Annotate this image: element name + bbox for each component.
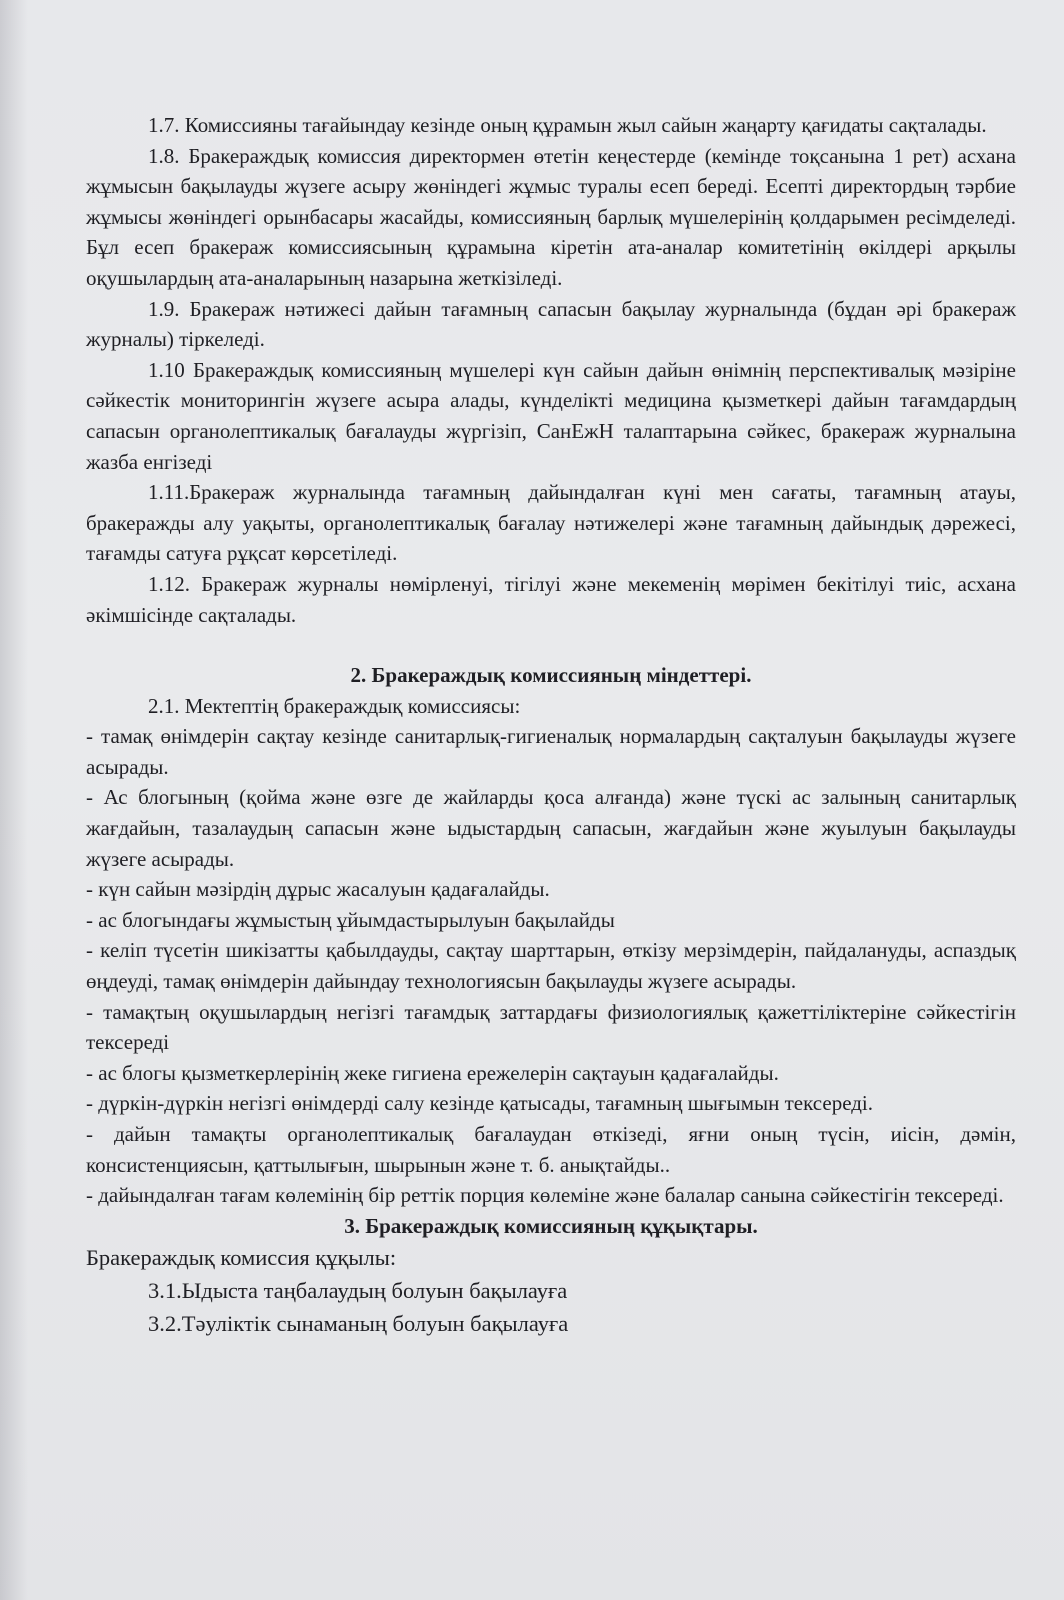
duty-item: - ас блогындағы жұмыстың ұйымдастырылуын бақылайды	[86, 907, 615, 932]
rights-intro: Бракераждық комиссия құқылы:	[86, 1245, 397, 1271]
section-3-heading: 3. Бракераждық комиссияның құқықтары.	[344, 1213, 758, 1238]
clause-1-7: 1.7. Комиссияны тағайындау кезінде оның құрамын жыл сайын жаңарту қағидаты сақталады.	[148, 113, 987, 137]
duty-item: - Ас блогының (қойма және өзге де жайларды қоса алғанда) және түскі ас залының санитарлық жағдайын, тазалаудың сапасын және ыдыстардың сапасын, жағдайын және жуылуын бақылауды жүзеге асырады.	[86, 785, 1016, 871]
duty-item: - дүркін-дүркін негізгі өнімдерді салу кезінде қатысады, тағамның шығымын тексереді.	[86, 1091, 874, 1116]
clause-1-12: 1.12. Бракераж журналы нөмірленуі, тігілуі және мекеменің мөрімен бекітілуі тиіс, асхана әкімшісінде сақталады.	[86, 571, 1016, 627]
right-item: 3.2.Тәуліктік сынаманың болуын бақылауға	[148, 1311, 569, 1337]
clause-1-10: 1.10 Бракераждық комиссияның мүшелері күн сайын дайын өнімнің перспективалық мәзіріне сәйкестік мониторингін жүзеге асыра алады, күнделікті медицина қызметкері дайын тағамдардың сапасын органолептикалық бағалауды жүргізіп, СанЕжН талаптарына сәйкес, бракераж журналына жазба енгізеді	[86, 357, 1016, 474]
clause-1-9: 1.9. Бракераж нәтижесі дайын тағамның сапасын бақылау журналында (бұдан әрі бракераж журналы) тіркеледі.	[86, 296, 1016, 352]
duty-item: - тамақ өнімдерін сақтау кезінде санитарлық-гигиеналық нормалардың сақталуын бақылауды жүзеге асырады.	[86, 724, 1016, 779]
duty-item: - тамақтың оқушылардың негізгі тағамдық заттардағы физиологиялық қажеттіліктеріне сәйкестігін тексереді	[86, 999, 1016, 1055]
clause-1-11: 1.11.Бракераж журналында тағамның дайындалған күні мен сағаты, тағамның атауы, бракеражды алу уақыты, органолептикалық бағалау нәтижелері және тағамның дайындық дәрежесі, тағамды сатуға рұқсат көрсетіледі.	[86, 480, 1016, 566]
right-item: 3.1.Ыдыста таңбалаудың болуын бақылауға	[148, 1278, 568, 1304]
clause-1-8: 1.8. Бракераждық комиссия директормен өтетін кеңестерде (кемінде тоқсанына 1 рет) асхана жұмысын бақылауды жүзеге асыру жөніндегі жұмыс туралы есеп береді. Есепті директордың тәрбие жұмысы жөніндегі орынбасары жасайды, комиссияның барлық мүшелерінің қолдарымен ресімделеді. Бұл есеп бракераж комиссиясының құрамына кіретін ата-аналар комитетінің өкілдері арқылы оқушылардың ата-аналарының назарына жеткізіледі.	[86, 143, 1016, 290]
duty-item: - күн сайын мәзірдің дұрыс жасалуын қадағалайды.	[86, 877, 550, 902]
duty-item: - ас блогы қызметкерлерінің жеке гигиена ережелерін сақтауын қадағалайды.	[86, 1060, 779, 1085]
section-2-heading: 2. Бракераждық комиссияның міндеттері.	[350, 663, 752, 688]
duty-item: - келіп түсетін шикізатты қабылдауды, сақтау шарттарын, өткізу мерзімдерін, пайдалануды, аспаздық өңдеуді, тамақ өнімдерін дайындау технологиясын бақылауды жүзеге асырады.	[86, 938, 1016, 994]
duty-item: - дайын тамақты органолептикалық бағалаудан өткізеді, яғни оның түсін, иісін, дәмін, консистенциясын, қаттылығын, шырынын және т. б. анықтайды..	[86, 1122, 1016, 1177]
duty-item: - дайындалған тағам көлемінің бір реттік порция көлеміне және балалар санына сәйкестігін тексереді.	[86, 1183, 1004, 1208]
clause-2-1: 2.1. Мектептің бракераждық комиссиясы:	[148, 693, 521, 718]
